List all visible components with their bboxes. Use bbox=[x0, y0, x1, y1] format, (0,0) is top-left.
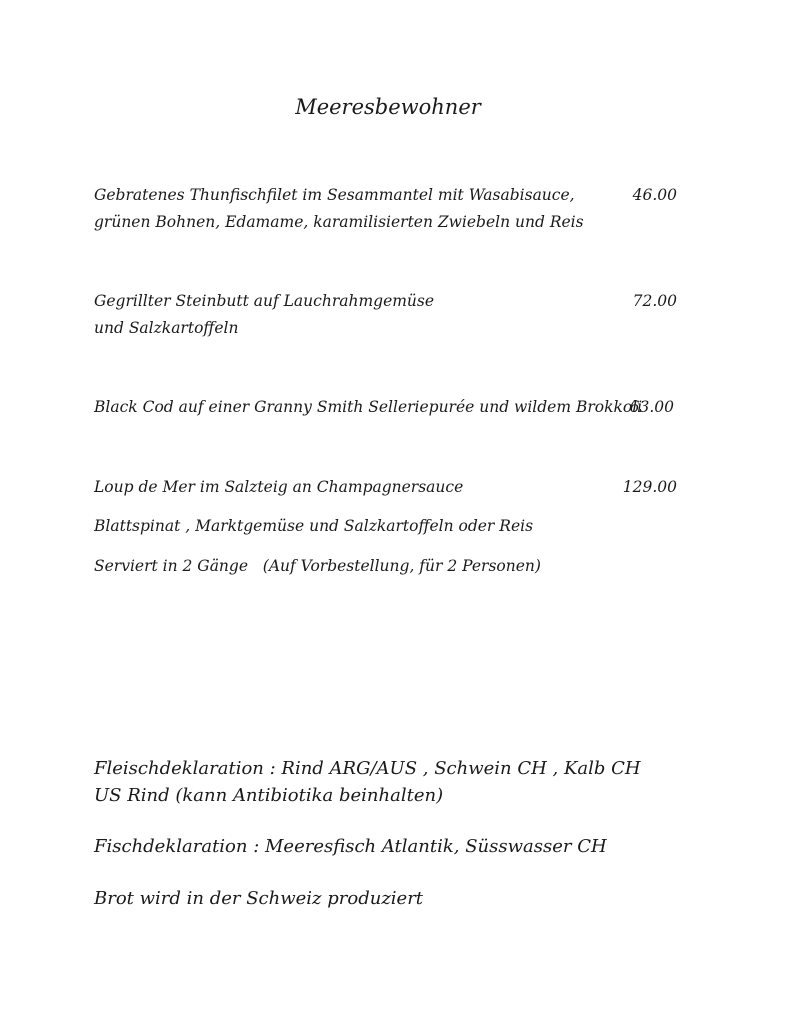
dish-2-line-2: und Salzkartoffeln bbox=[94, 319, 239, 337]
dish-1-line-2: grünen Bohnen, Edamame, karamilisierten Zwiebeln und Reis bbox=[94, 213, 584, 231]
dish-3-price: 63.00 bbox=[629, 398, 674, 416]
dish-1-price: 46.00 bbox=[632, 186, 677, 204]
dish-4-price: 129.00 bbox=[622, 478, 677, 496]
dish-3-line-1: Black Cod auf einer Granny Smith Selleriepurée und wildem Brokkoli bbox=[94, 398, 643, 416]
dish-4-line-2: Blattspinat , Marktgemüse und Salzkartoffeln oder Reis bbox=[94, 517, 534, 535]
page-title: Meeresbewohner bbox=[295, 95, 481, 119]
dish-2-price: 72.00 bbox=[632, 292, 677, 310]
meat-declaration: Fleischdeklaration : Rind ARG/AUS , Schwein CH , Kalb CH bbox=[94, 758, 641, 779]
dish-4-line-3: Serviert in 2 Gänge (Auf Vorbestellung, für 2 Personen) bbox=[94, 557, 541, 575]
dish-4-line-1: Loup de Mer im Salzteig an Champagnersauce bbox=[94, 478, 464, 496]
fish-declaration: Fischdeklaration : Meeresfisch Atlantik, Süsswasser CH bbox=[94, 836, 607, 857]
meat-declaration-note: US Rind (kann Antibiotika beinhalten) bbox=[94, 785, 444, 806]
dish-1-line-1: Gebratenes Thunfischfilet im Sesammantel mit Wasabisauce, bbox=[94, 186, 575, 204]
dish-2-line-1: Gegrillter Steinbutt auf Lauchrahmgemüse bbox=[94, 292, 435, 310]
bread-declaration: Brot wird in der Schweiz produziert bbox=[94, 888, 424, 909]
